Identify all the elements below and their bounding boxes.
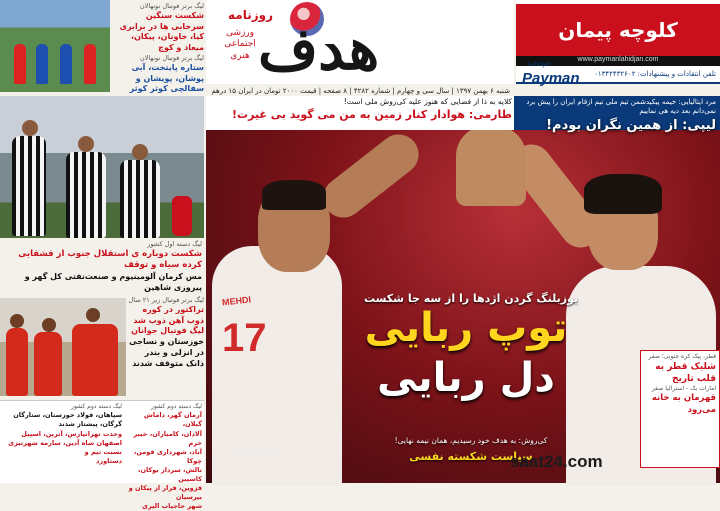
main-caption: کی‌روش: به هدف خود رسیدیم، همان نیمه نهایی! — [394, 436, 548, 445]
band-side-story[interactable]: مرد ایتالیایی: خیمه پیکیدشمن تیم ملی تیم ازقام ایران را پیش برد نمی‌دانم بعد دیه هی نماییم — [514, 96, 720, 130]
player-head — [132, 144, 148, 160]
results-kicker: لیگ دسته دوم کشور — [71, 403, 122, 410]
results-line: تالش، سردار بوکان، کاسپین — [137, 465, 202, 484]
league-one-photo — [0, 96, 204, 238]
youth-football-photo — [0, 0, 110, 92]
player-head — [86, 308, 100, 322]
player-figure — [60, 44, 72, 84]
results-line: شهر حاجیاب الیری — [141, 502, 202, 511]
player-figure — [72, 324, 118, 396]
box-headline: شلیک قطر به قلب تاریخ — [655, 362, 716, 385]
advertisement-banner[interactable] — [516, 0, 720, 87]
player-figure — [120, 160, 160, 238]
site-watermark: saat24.com — [510, 452, 603, 471]
story-kicker: لیگ برتر فوتبال نونهالان — [139, 2, 204, 10]
league-one-story[interactable] — [2, 240, 202, 293]
player-arm — [315, 126, 426, 225]
player-figure — [84, 44, 96, 84]
high-five-hands — [456, 126, 526, 206]
jersey-number: 17 — [222, 316, 267, 360]
story-headline: تراکتور در کوره ذوب آهن ذوب شد لیگ فوتبال جوانان — [131, 304, 204, 336]
player-head — [22, 120, 38, 136]
player-figure — [34, 332, 62, 396]
main-subheadline: سیاست شکسته نفسی — [409, 450, 533, 463]
player-figure — [6, 328, 28, 396]
lower-leagues-strip — [0, 400, 204, 511]
story-kicker: لیگ دسته اول کشور — [147, 240, 202, 248]
newspaper-logo: هدف — [258, 15, 380, 83]
player-head — [42, 318, 56, 332]
left-news-column — [0, 0, 204, 511]
story-kicker: لیگ برتر فوتبال نونهالان — [139, 53, 204, 62]
player-figure — [172, 196, 192, 236]
results-line: آرمان گهر، داماش گیلان، — [143, 411, 202, 429]
player-hair — [262, 180, 326, 210]
results-line: آباد، شهرداری فومن، چوکا — [133, 447, 202, 465]
results-line: آلادان، کامیاران، خیبر خرم — [133, 429, 202, 447]
player-figure — [36, 44, 48, 84]
newspaper-masthead — [206, 0, 514, 95]
story-headline: شکست سنگین سرخابی ها در برابری کیا، خاونان، پیکان، میعاد و کوچ — [119, 10, 204, 53]
player-figure — [12, 136, 46, 236]
asian-cup-box[interactable] — [640, 350, 720, 468]
box-headline: قهرمان به خانه می‌رود — [651, 393, 716, 415]
player-figure — [14, 44, 26, 84]
story-body: خوزستان و نساجی در انزلی و بندر ذانک متوقف شدند — [129, 337, 204, 368]
box-kicker: امارات یک - استرالیا صفر — [651, 385, 716, 393]
newspaper-subtitle: ورزشی اجتماعی هنری — [224, 28, 256, 61]
ad-slogan: کلوچه پیمان — [516, 4, 720, 56]
league-two-results[interactable] — [124, 403, 202, 511]
jersey-name: MEHDI — [221, 294, 252, 308]
band-kicker: کلایه به ذا از فضایی که هنوز علیه کی‌روش ملی است! — [343, 97, 512, 106]
main-kicker: یوزبلنگ گردن اژدها را از سه جا شکست — [363, 292, 579, 305]
u21-league-photo — [0, 298, 126, 396]
main-headline-line-1[interactable]: توپ ربایی — [364, 305, 568, 351]
box-kicker: فطر، پیک کره جنوبی؛ صفر — [648, 353, 716, 360]
story-headline: ستاره پایتخت، آبی پوشان، پویشان و سفالچی کوثر کوثر — [129, 62, 204, 94]
photo-credit: Agency News — [234, 448, 277, 455]
player-head — [78, 136, 94, 152]
results-line: قزوین، فرار از پیکان و بیرسیان — [128, 484, 202, 502]
results-line: دستاورد — [96, 456, 122, 465]
band-headline[interactable]: طارمی: هوادار کنار زمین به من می گوید بی غیرت! — [232, 108, 512, 121]
ad-brand-sub: Lahidjan — [528, 62, 551, 68]
u21-league-story[interactable] — [128, 296, 204, 370]
player-hair — [584, 174, 662, 214]
league-two-second-group[interactable] — [2, 403, 122, 466]
player-figure — [66, 152, 106, 238]
story-body: مس کرمان آلومینیوم و صنعت‌نفتی کل گهر و پیروزی شاهین — [24, 271, 202, 292]
issue-info: شنبه ۶ بهمن ۱۳۹۷ | سال سی و چهارم | شماره ۴۲۸۲ | ۸ صفحه | قیمت ۲۰۰۰ تومان در ایران ۱۵ درهم — [211, 87, 510, 95]
ad-phone: تلفن انتقادات و پیشنهادات: ۰۱۳۴۲۴۳۲۶۰۲ — [594, 70, 716, 78]
story-kicker: لیگ برتر فوتبال زیر ۲۱ سال — [128, 296, 204, 304]
main-headline-line-2[interactable]: دل ربایی — [377, 355, 555, 401]
story-headline: شکست دوباره ی استقلال جنوب از قشقایی کرده سیاه و توقف — [18, 248, 202, 271]
ad-url: www.paymanlahidjan.com — [516, 56, 720, 66]
results-line: وحدت تهرانیارس، آترین، اسپیل اصفهان شاه آدین، سارمه شهرنیزی نسبت تیم و — [8, 429, 122, 456]
lippi-headline[interactable]: لیپی: از همین نگران بودم! — [546, 118, 716, 133]
ad-brand-logo: Payman — [522, 70, 580, 87]
player-head — [10, 314, 24, 328]
newspaper-label: روزنامه — [228, 8, 273, 22]
results-line: سپاهان، فولاد خوزستان، ستارگان گرگان، پیشتاز شدند — [13, 411, 122, 429]
results-kicker: لیگ دسته دوم کشور — [151, 403, 202, 410]
